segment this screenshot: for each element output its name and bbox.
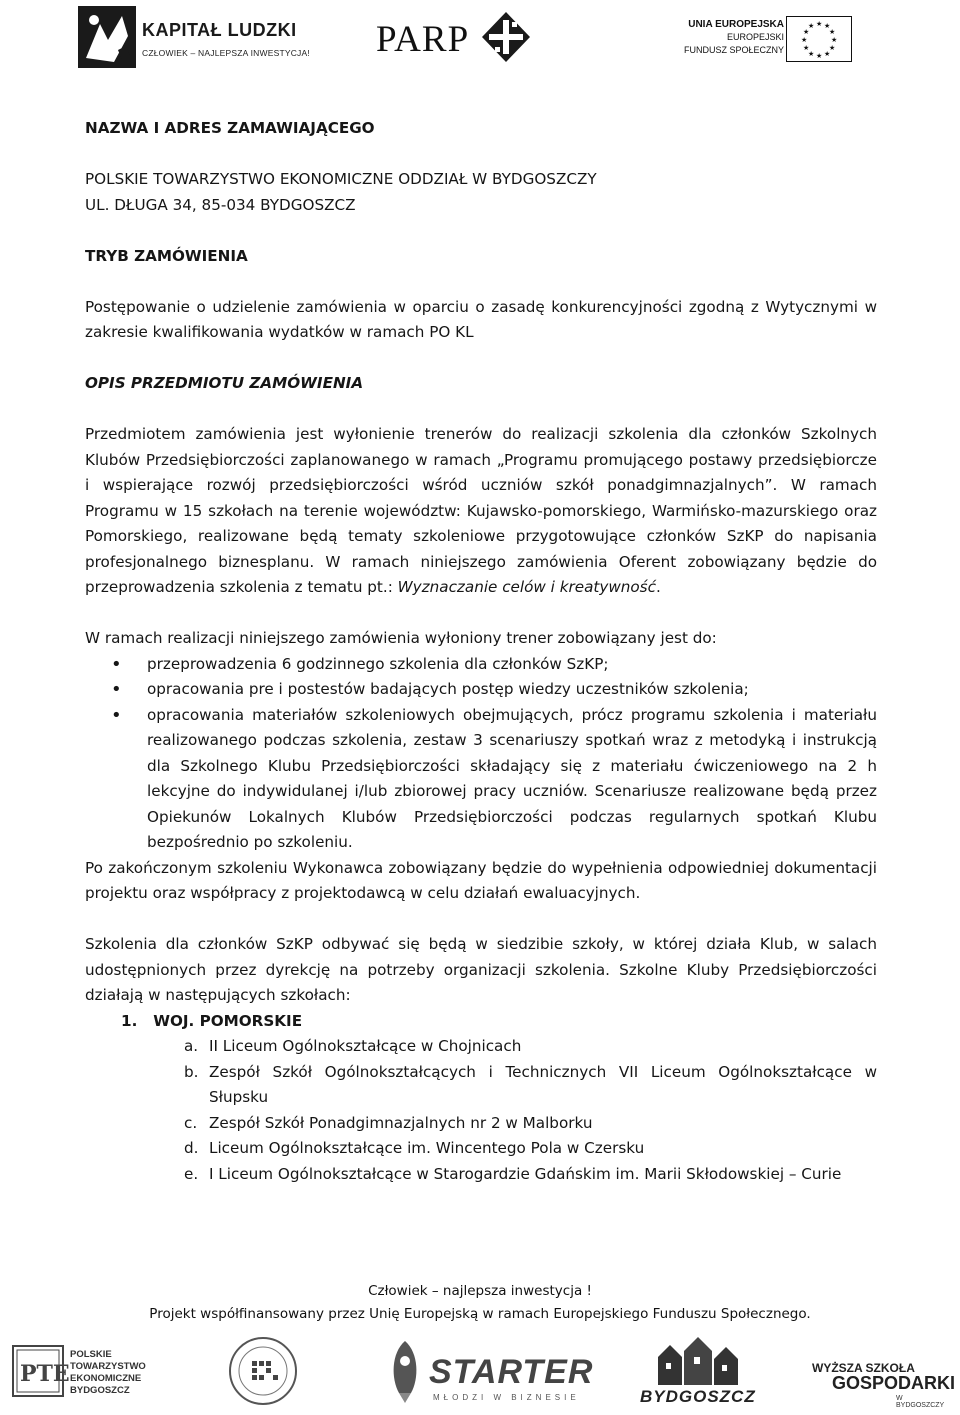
- pte-icon: [12, 1345, 70, 1397]
- svg-text:★: ★: [808, 22, 815, 30]
- footer-slogan: Człowiek – najlepsza inwestycja !: [368, 1283, 592, 1299]
- kapital-ludzki-icon: [78, 6, 136, 68]
- employers-union-logo: [218, 1335, 308, 1407]
- subject-description: [85, 422, 877, 601]
- wsg-line-2: GOSPODARKI: [832, 1373, 956, 1393]
- wsg-logo: [812, 1335, 956, 1409]
- employers-union-icon: [218, 1335, 308, 1407]
- eu-logo: [680, 14, 880, 62]
- svg-text:★: ★: [816, 52, 823, 60]
- school-letter: a.: [184, 1037, 199, 1055]
- eu-line-3: FUNDUSZ SPOŁECZNY: [683, 45, 784, 55]
- bydgoszcz-logo: [640, 1335, 760, 1407]
- eu-line-1: UNIA EUROPEJSKA: [688, 19, 784, 30]
- school-name: I Liceum Ogólnokształcące w Starogardzie Gdańskim im. Marii Skłodowskiej – Curie: [209, 1164, 842, 1183]
- pte-logo: [12, 1335, 162, 1407]
- schools-list: [85, 1034, 877, 1187]
- heading-subject: OPIS PRZEDMIOTU ZAMÓWIENIA: [85, 374, 364, 392]
- kapital-ludzki-logo: [78, 6, 318, 68]
- heading-procedure: TRYB ZAMÓWIENIA: [85, 246, 248, 265]
- starter-subtitle: MŁODZI W BIZNESIE: [433, 1393, 580, 1402]
- region-number: 1.: [121, 1011, 138, 1030]
- pte-text: [70, 1349, 146, 1397]
- parp-logo: [376, 12, 536, 62]
- footer-cofinance: Projekt współfinansowany przez Unię Europejską w ramach Europejskiego Funduszu Społecznego.: [149, 1306, 811, 1322]
- school-letter: c.: [184, 1113, 198, 1132]
- parp-text: PARP: [376, 19, 470, 60]
- page-header: [0, 0, 960, 80]
- list-item: • opracowania materiałów szkoleniowych obejmujących, prócz programu szkolenia i materiału realizowanego podczas szkolenia, zestaw 3 scenariuszy spotkań wraz z metodyką i instrukcją dla Szkolnego Klubu Przedsiębiorczości składający się z materiału ćwiczeniowego na 2 h lekcyjne do indywidulanej i/lub zbiorowej pracy uczniów. Scenariusze realizowane będą przez Opiekunów Lokalnych Klubów Przedsiębiorczości podczas regularnych spotkań Klubu bezpośrednio po szkoleniu.: [85, 703, 877, 856]
- list-item: • przeprowadzenia 6 godzinnego szkolenia dla członków SzKP;: [85, 652, 877, 678]
- svg-text:★: ★: [816, 20, 823, 28]
- obligations-intro: W ramach realizacji niniejszego zamówienia wyłoniony trener zobowiązany jest do:: [85, 629, 717, 647]
- procedure-text: Postępowanie o udzielenie zamówienia w oparciu o zasadę konkurencyjności zgodną z Wytycznymi w zakresie kwalifikowania wydatków w ramach PO KL: [85, 297, 877, 341]
- subject-text: Przedmiotem zamówienia jest wyłonienie trenerów do realizacji szkolenia dla członków Szkolnych Klubów Przedsiębiorczości zaplanowanego w ramach „Programu promującego postawy przedsiębiorcze i wspierające rozwój przedsiębiorczości wśród uczniów szkół ponadgimnazjalnych”. W ramach Programu w 15 szkołach na terenie województw: Kujawsko-pomorskiego, Warmińsko-mazurskiego oraz Pomorskiego, realizowane będą tematy szkoleniowe przygotowujące członków SzKP do napisania profesjonalnego biznesplanu. W ramach niniejszego zamówienia Oferent zobowiązany będzie do przeprowadzenia szkolenia z tematu pt.:: [85, 425, 877, 596]
- kapital-ludzki-title: KAPITAŁ LUDZKI: [142, 20, 297, 40]
- school-letter: d.: [184, 1139, 199, 1157]
- starter-text: STARTER: [429, 1353, 594, 1391]
- kapital-ludzki-subtitle: CZŁOWIEK – NAJLEPSZA INWESTYCJA!: [142, 48, 310, 58]
- svg-text:★: ★: [829, 44, 836, 52]
- svg-text:★: ★: [808, 50, 815, 58]
- obligations-list: [85, 652, 877, 856]
- list-item: [85, 1111, 877, 1137]
- starter-logo: [385, 1335, 594, 1407]
- wsg-line-3: W BYDGOSZCZY: [896, 1395, 945, 1409]
- organization-address: UL. DŁUGA 34, 85-034 BYDGOSZCZ: [85, 195, 356, 214]
- starter-icon: [385, 1339, 425, 1403]
- organization-name: POLSKIE TOWARZYSTWO EKONOMICZNE ODDZIAŁ W BYDGOSZCZY: [85, 170, 597, 188]
- wsg-line-1: WYŻSZA SZKOŁA: [812, 1361, 915, 1375]
- svg-text:★: ★: [803, 28, 810, 36]
- svg-text:★: ★: [831, 36, 838, 44]
- pte-line-2: TOWARZYSTWO: [70, 1361, 146, 1372]
- document-body: [85, 116, 877, 1187]
- eu-line-2: EUROPEJSKI: [726, 32, 784, 42]
- bydgoszcz-icon: [654, 1335, 744, 1387]
- svg-text:★: ★: [829, 28, 836, 36]
- pte-line-4: BYDGOSZCZ: [70, 1385, 130, 1396]
- region-name: WOJ. POMORSKIE: [153, 1011, 303, 1030]
- list-item: [85, 1136, 877, 1162]
- svg-text:★: ★: [824, 22, 831, 30]
- parp-icon: [482, 12, 530, 62]
- svg-text:★: ★: [824, 50, 831, 58]
- after-training-text: Po zakończonym szkoleniu Wykonawca zobowiązany będzie do wypełnienia odpowiedniej dokumentacji projektu oraz współpracy z projektodawcą w celu działań ewaluacyjnych.: [85, 858, 877, 902]
- school-letter: b.: [184, 1062, 199, 1081]
- subject-end: .: [655, 578, 661, 596]
- list-item: [85, 1034, 877, 1060]
- school-name: Zespół Szkół Ponadgimnazjalnych nr 2 w Malborku: [209, 1113, 593, 1132]
- school-letter: e.: [184, 1164, 199, 1183]
- svg-text:★: ★: [801, 36, 808, 44]
- pte-line-1: POLSKIE: [70, 1349, 112, 1360]
- heading-contracting-authority: NAZWA I ADRES ZAMAWIAJĄCEGO: [85, 119, 375, 137]
- school-name: Liceum Ogólnokształcące im. Wincentego Pola w Czersku: [209, 1139, 645, 1157]
- region-heading: [85, 1009, 877, 1035]
- bydgoszcz-text: BYDGOSZCZ: [640, 1387, 756, 1406]
- eu-flag-icon: [786, 16, 852, 62]
- school-name: Zespół Szkół Ogólnokształcących i Technicznych VII Liceum Ogólnokształcące w Słupsku: [209, 1062, 877, 1106]
- school-name: II Liceum Ogólnokształcące w Chojnicach: [209, 1037, 522, 1055]
- svg-text:PTE: PTE: [20, 1361, 70, 1387]
- list-item: [85, 1162, 877, 1188]
- eu-text: [684, 18, 784, 57]
- list-item: [85, 1060, 877, 1111]
- location-text: Szkolenia dla członków SzKP odbywać się będą w siedzibie szkoły, w której działa Klub, w salach udostępnionych przez dyrekcję na potrzeby organizacji szkolenia. Szkolne Kluby Przedsiębiorczości działają w następujących szkołach:: [85, 935, 877, 1004]
- training-topic: Wyznaczanie celów i kreatywność: [397, 578, 656, 596]
- list-item: • opracowania pre i postestów badających postęp wiedzy uczestników szkolenia;: [85, 677, 877, 703]
- pte-line-3: EKONOMICZNE: [70, 1373, 142, 1384]
- svg-text:★: ★: [803, 44, 810, 52]
